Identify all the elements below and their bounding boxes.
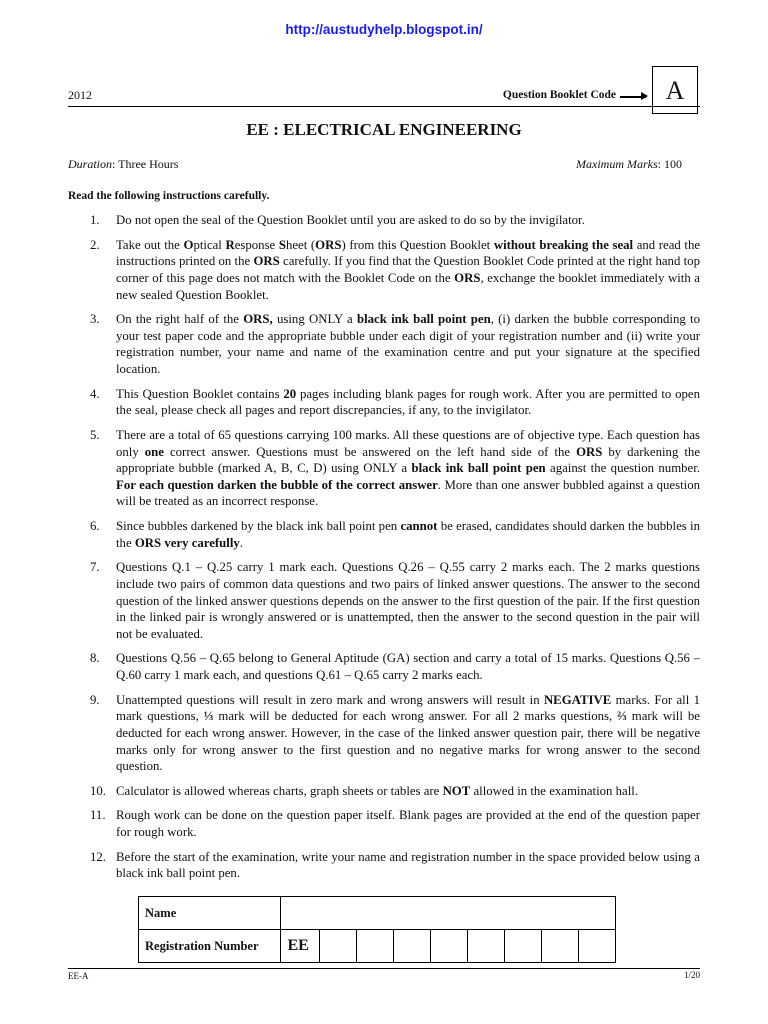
instruction-text: and read the instructions printed on the (116, 237, 701, 269)
registration-row (139, 930, 616, 963)
instruction-number: 1. (90, 213, 100, 227)
instruction-item (68, 212, 700, 229)
instruction-emphasis: S (278, 237, 286, 252)
instruction-emphasis: ORS (315, 237, 342, 252)
instruction-text: . More than one answer bubbled against a question will be treated as an incorrect response. (116, 477, 700, 509)
instruction-text: allowed in the examination hall. (470, 783, 639, 798)
instruction-emphasis: one (144, 444, 164, 459)
instruction-text: marks. For all 1 mark questions, (116, 692, 700, 724)
instruction-text: Questions Q.56 – Q.65 belong to General Aptitude (GA) section and carry a total of 15 marks. Questions Q.56 – Q.60 carry 1 mark each, and questions Q.61 – Q.65 carry 2 marks each. (116, 651, 700, 682)
name-row (139, 897, 616, 930)
registration-prefix: EE (281, 930, 319, 963)
instruction-number: 10. (90, 783, 106, 798)
instruction-emphasis: NOT (442, 783, 471, 798)
instruction-item (68, 807, 700, 840)
registration-table (138, 896, 616, 963)
instruction-item (68, 559, 700, 642)
instruction-text: Calculator is allowed whereas charts, graph sheets or tables are (116, 783, 443, 798)
instruction-text: mark will be deducted for each wrong answer. For all 2 marks questions, (213, 709, 618, 724)
instruction-text: Before the start of the examination, write your name and registration number in the space provided below using a black ink ball point pen. (116, 849, 700, 881)
instruction-number: 4. (90, 386, 100, 401)
instruction-emphasis: ORS (576, 444, 603, 459)
instruction-emphasis: without breaking the seal (493, 237, 634, 252)
instruction-emphasis: For each question darken the bubble of the correct answer (116, 477, 438, 492)
duration (68, 157, 178, 171)
instruction-text: There are a total of 65 questions carrying 100 marks. All these questions are of objective type. Each question has only (116, 427, 700, 459)
instruction-item (68, 783, 700, 800)
page-title: EE : ELECTRICAL ENGINEERING (246, 120, 522, 139)
instruction-emphasis: O (183, 237, 194, 252)
instruction-text: ) from this Question Booklet (341, 237, 494, 252)
arrow-right-icon (620, 96, 646, 98)
instructions-heading: Read the following instructions carefully. (68, 190, 270, 202)
registration-digit-cell[interactable] (578, 930, 615, 963)
marks-label: Maximum Marks (576, 157, 658, 171)
instruction-text: On the right half of the (116, 312, 244, 327)
instruction-text: pages including blank pages for rough work. After you are permitted to open the seal, please check all pages and report discrepancies, if any, to the invigilator. (116, 386, 700, 418)
instruction-text: heet ( (285, 237, 316, 252)
instruction-text: be erased, candidates should darken the bubbles in the (116, 519, 700, 550)
instruction-text: Unattempted questions will result in zero mark and wrong answers will result in (116, 692, 544, 707)
duration-value: : Three Hours (112, 157, 179, 171)
instruction-emphasis: ORS (454, 270, 481, 285)
booklet-code-label: Question Booklet Code (502, 89, 616, 101)
instruction-text: against the question number. (545, 461, 700, 476)
instruction-number: 5. (90, 427, 100, 442)
instruction-emphasis: ⅔ (617, 709, 627, 724)
instruction-emphasis: 20 (283, 386, 297, 401)
registration-digit-cell[interactable] (430, 930, 467, 963)
header-divider (68, 106, 700, 107)
registration-digit-cell[interactable] (467, 930, 504, 963)
instruction-text: using ONLY a (272, 312, 357, 327)
instruction-item (68, 650, 700, 683)
footer-paper-code: EE-A (68, 971, 89, 981)
registration-label: Registration Number (139, 930, 281, 963)
instruction-item (68, 237, 700, 304)
instruction-emphasis: NEGATIVE (543, 692, 612, 707)
exam-year: 2012 (68, 88, 92, 102)
instruction-text: carefully. If you find that the Question Booklet Code printed at the right hand top corner of this page does not match with the Booklet Code on the (116, 254, 700, 285)
instruction-item (68, 692, 700, 775)
exam-meta (68, 157, 700, 172)
instruction-emphasis: black ink ball point pen (356, 312, 491, 327)
instruction-number: 6. (90, 519, 100, 533)
instruction-text: esponse (234, 237, 279, 252)
instruction-number: 9. (90, 692, 100, 707)
name-label: Name (139, 897, 281, 930)
instruction-emphasis: ORS (253, 254, 280, 269)
registration-digit-cell[interactable] (541, 930, 578, 963)
duration-label: Duration (68, 157, 113, 171)
instruction-text: Rough work can be done on the question paper itself. Blank pages are provided at the end of the question paper for rough work. (116, 808, 700, 839)
registration-digit-cell[interactable] (319, 930, 356, 963)
instruction-text: by darkening the appropriate bubble (marked A, B, C, D) using ONLY a (116, 444, 700, 476)
instruction-emphasis: ⅓ (203, 709, 214, 724)
registration-digit-cell[interactable] (356, 930, 393, 963)
instructions-list (68, 212, 700, 890)
instruction-text: , (i) darken the bubble corresponding to your test paper code and the appropriate bubble under each digit of your registration number and (ii) write your registration number, your name and name of the examination centre and put your signature at the specified location. (116, 312, 700, 376)
instruction-number: 8. (90, 651, 100, 666)
instruction-number: 3. (90, 312, 100, 327)
header-row (68, 88, 698, 106)
instruction-number: 12. (90, 849, 106, 864)
instruction-text: , exchange the booklet immediately with a new sealed Question Booklet. (116, 270, 700, 302)
registration-digit-cell[interactable] (504, 930, 541, 963)
name-field[interactable] (281, 897, 616, 930)
instruction-emphasis: ORS, (243, 312, 273, 327)
instruction-emphasis: ORS very carefully (134, 535, 240, 550)
instruction-text: Questions Q.1 – Q.25 carry 1 mark each. Questions Q.26 – Q.55 carry 2 marks each. The 2 marks questions include two pairs of common data questions and two pairs of linked answer questions. The answer to the second question of the linked answer questions depends on the answer to the first question of the pair. If the first question in the linked pair is wrongly answered or is unattempted, then the answer to the second question in the pair will not be evaluated. (116, 560, 700, 641)
instruction-item (68, 311, 700, 378)
maximum-marks (576, 157, 682, 172)
instruction-text: Take out the (116, 237, 184, 252)
instruction-text: This Question Booklet contains (116, 386, 284, 401)
instruction-emphasis: cannot (400, 519, 438, 533)
instruction-item (68, 427, 700, 510)
instruction-item (68, 849, 700, 882)
footer-page-number: 1/20 (683, 970, 700, 980)
source-url[interactable]: http://austudyhelp.blogspot.in/ (285, 22, 483, 37)
instruction-item (68, 518, 700, 551)
instruction-item (68, 386, 700, 419)
booklet-code-box: A (652, 66, 698, 114)
instruction-text: correct answer. Questions must be answered on the left hand side of the (163, 444, 577, 459)
instruction-emphasis: R (225, 237, 235, 252)
instruction-number: 11. (90, 808, 106, 823)
footer-divider (68, 968, 700, 969)
instruction-number: 7. (90, 560, 100, 575)
marks-value: : 100 (657, 157, 682, 171)
instruction-text: mark will be deducted for each wrong answer. However, in the case of the linked answer question pair, there will be negative marks only for wrong answer to the first question and no negative marks for wrong answer to the second question. (116, 709, 700, 774)
instruction-text: Do not open the seal of the Question Booklet until you are asked to do so by the invigilator. (116, 213, 585, 227)
instruction-number: 2. (90, 237, 100, 252)
instruction-text: Since bubbles darkened by the black ink ball point pen (116, 519, 401, 533)
instruction-text: ptical (193, 237, 226, 252)
instruction-text: . (239, 535, 244, 550)
registration-digit-cell[interactable] (393, 930, 430, 963)
instruction-emphasis: black ink ball point pen (411, 461, 546, 476)
